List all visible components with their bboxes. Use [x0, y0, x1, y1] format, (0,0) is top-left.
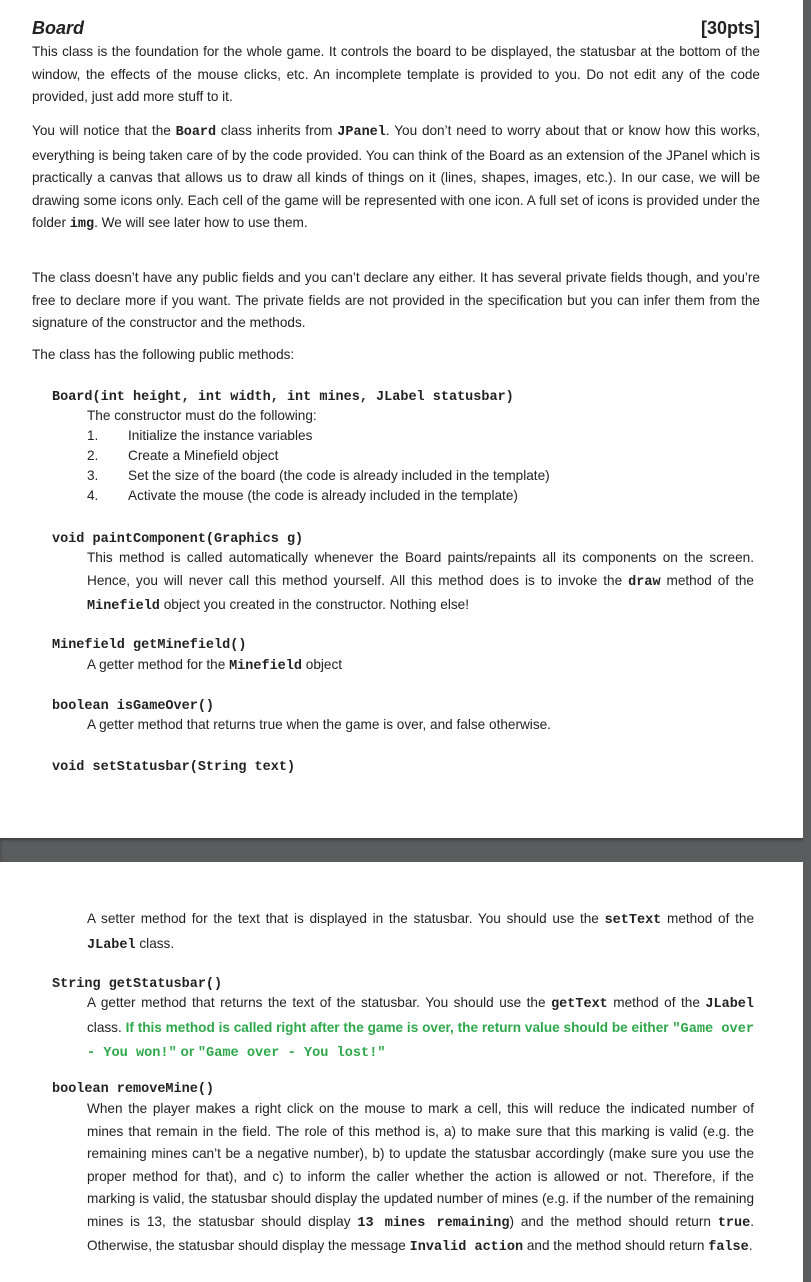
section-title: Board — [32, 18, 85, 38]
removemine-description — [87, 1098, 754, 1260]
page-break — [0, 838, 811, 862]
text-run: object you created in the constructor. Nothing else! — [159, 597, 469, 612]
intro-paragraph-4 — [32, 344, 760, 367]
setstatusbar-signature: void setStatusbar(String text) — [52, 760, 296, 775]
code-gettext: getText — [551, 997, 608, 1012]
setstatusbar-text — [87, 908, 754, 957]
code-minefield: Minefield — [229, 659, 302, 674]
step-text: Set the size of the board (the code is already included in the template) — [128, 468, 550, 483]
intro-text-3: The class doesn’t have any public fields and you can’t declare any either. It has several private fields though, and you’re free to declare more if you want. The private fields are not provided in the specification but you can infer them from the signature of the constructor and the methods. — [32, 270, 760, 330]
list-item — [87, 466, 754, 486]
document-page-2 — [0, 862, 803, 1282]
text-run: If this method is called right after the game is over, the return value should be either — [125, 1019, 673, 1035]
text-run: ) and the method should return — [509, 1213, 718, 1229]
text-run: and the method should return — [523, 1238, 709, 1253]
list-item — [87, 486, 754, 506]
intro-paragraph-2 — [32, 120, 760, 237]
text-run: . We will see later how to use them. — [94, 215, 308, 230]
constructor-description — [87, 406, 754, 506]
section-heading — [32, 16, 760, 40]
removemine-text — [87, 1098, 754, 1260]
text-run: method of the — [661, 911, 754, 926]
step-text: Create a Minefield object — [128, 448, 279, 463]
getstatusbar-text — [87, 992, 754, 1066]
text-run: This method is called automatically whenever the Board paints/repaints all its components on the screen. Hence, you will never call this method yourself. All this method does is to invoke the — [87, 550, 754, 588]
step-text: Activate the mouse (the code is already included in the template) — [128, 488, 518, 503]
text-run: or — [176, 1044, 198, 1059]
code-false: false — [708, 1240, 749, 1255]
intro-paragraph-3 — [32, 267, 760, 335]
setstatusbar-description — [87, 908, 754, 957]
code-game-lost: "Game over - You lost!" — [197, 1046, 386, 1061]
code-jlabel: JLabel — [87, 937, 136, 953]
code-draw: draw — [628, 574, 661, 590]
text-run: . — [748, 1238, 753, 1253]
section-points: [30pts] — [700, 18, 760, 38]
text-run: class. — [87, 1019, 126, 1035]
text-run: A setter method for the text that is displayed in the statusbar. You should use the — [87, 911, 605, 926]
text-run: A getter method for the — [87, 657, 230, 672]
paint-text — [87, 547, 754, 619]
isgameover-signature: boolean isGameOver() — [52, 699, 215, 714]
code-img: img — [69, 217, 95, 232]
constructor-steps — [87, 426, 754, 506]
paint-description — [87, 547, 754, 619]
scrollbar-track[interactable] — [803, 0, 811, 1282]
step-text: Initialize the instance variables — [128, 428, 313, 443]
text-run: method of the — [607, 995, 706, 1010]
text-run: method of the — [660, 572, 754, 588]
text-run: class inherits from — [216, 123, 338, 138]
removemine-signature: boolean removeMine() — [52, 1082, 215, 1097]
code-game-won: "Game over - You won!" — [87, 1021, 755, 1061]
game-over-note — [87, 1020, 754, 1060]
intro-paragraph-1 — [32, 41, 760, 109]
text-run: A getter method that returns the text of the statusbar. You should use the — [87, 995, 552, 1010]
text-run: object — [302, 657, 343, 672]
intro-text-2 — [32, 120, 760, 237]
intro-text-4: The class has the following public methods: — [32, 347, 295, 362]
constructor-lead: The constructor must do the following: — [87, 408, 317, 423]
step-number: 2. — [87, 448, 99, 463]
step-number: 3. — [87, 468, 99, 483]
text-run: class. — [135, 935, 175, 951]
code-mines-remaining: 13 mines remaining — [357, 1215, 510, 1231]
getstatusbar-signature: String getStatusbar() — [52, 977, 223, 992]
intro-text-1: This class is the foundation for the whole game. It controls the board to be displayed, the statusbar at the bottom of the window, the effects of the mouse clicks, etc. An incomplete template is provided to you. Do not edit any of the code provided, just add more stuff to it. — [32, 44, 760, 104]
code-jlabel: JLabel — [705, 997, 754, 1012]
text-run: . Otherwise, the statusbar should display the message — [87, 1213, 754, 1253]
list-item — [87, 426, 754, 446]
getminefield-description — [87, 654, 754, 679]
code-true: true — [717, 1215, 751, 1231]
text-run: When the player makes a right click on the mouse to mark a cell, this will reduce the indicated number of mines that remain in the field. The role of this method is, a) to make sure that this marking is valid (e.g. the remaining mines can’t be a negative number), b) to update the statusbar accordingly (make sure you use the proper method for that), and c) to inform the caller whether the action is allowed or not. Therefore, if the marking is valid, the statusbar should display the updated number of mines (e.g. if the number of the remaining mines is 13, the statusbar should display — [87, 1101, 754, 1229]
code-board: Board — [175, 125, 217, 140]
text-run: . You don’t need to worry about that or know how this works, everything is being taken care of by the code provided. You can think of the Board as an extension of the JPanel which is practically a canvas that allows us to draw all kinds of things on it (lines, shapes, images, etc.). In our case, we will be drawing some icons only. Each cell of the game will be represented with one icon. A full set of icons is provided under the folder — [32, 123, 761, 230]
header-block — [32, 16, 760, 40]
code-jpanel: JPanel — [337, 125, 386, 140]
getminefield-signature: Minefield getMinefield() — [52, 638, 247, 653]
constructor-signature: Board(int height, int width, int mines, JLabel statusbar) — [52, 390, 514, 405]
code-invalid-action: Invalid action — [409, 1240, 524, 1255]
getstatusbar-description — [87, 992, 754, 1066]
getminefield-text — [87, 654, 754, 679]
code-settext: setText — [604, 913, 662, 928]
isgameover-description — [87, 714, 754, 737]
isgameover-text: A getter method that returns true when the game is over, and false otherwise. — [87, 717, 551, 732]
step-number: 1. — [87, 428, 99, 443]
code-minefield: Minefield — [87, 599, 160, 614]
list-item — [87, 446, 754, 466]
paint-signature: void paintComponent(Graphics g) — [52, 532, 304, 547]
step-number: 4. — [87, 488, 99, 503]
text-run: You will notice that the — [32, 123, 176, 138]
